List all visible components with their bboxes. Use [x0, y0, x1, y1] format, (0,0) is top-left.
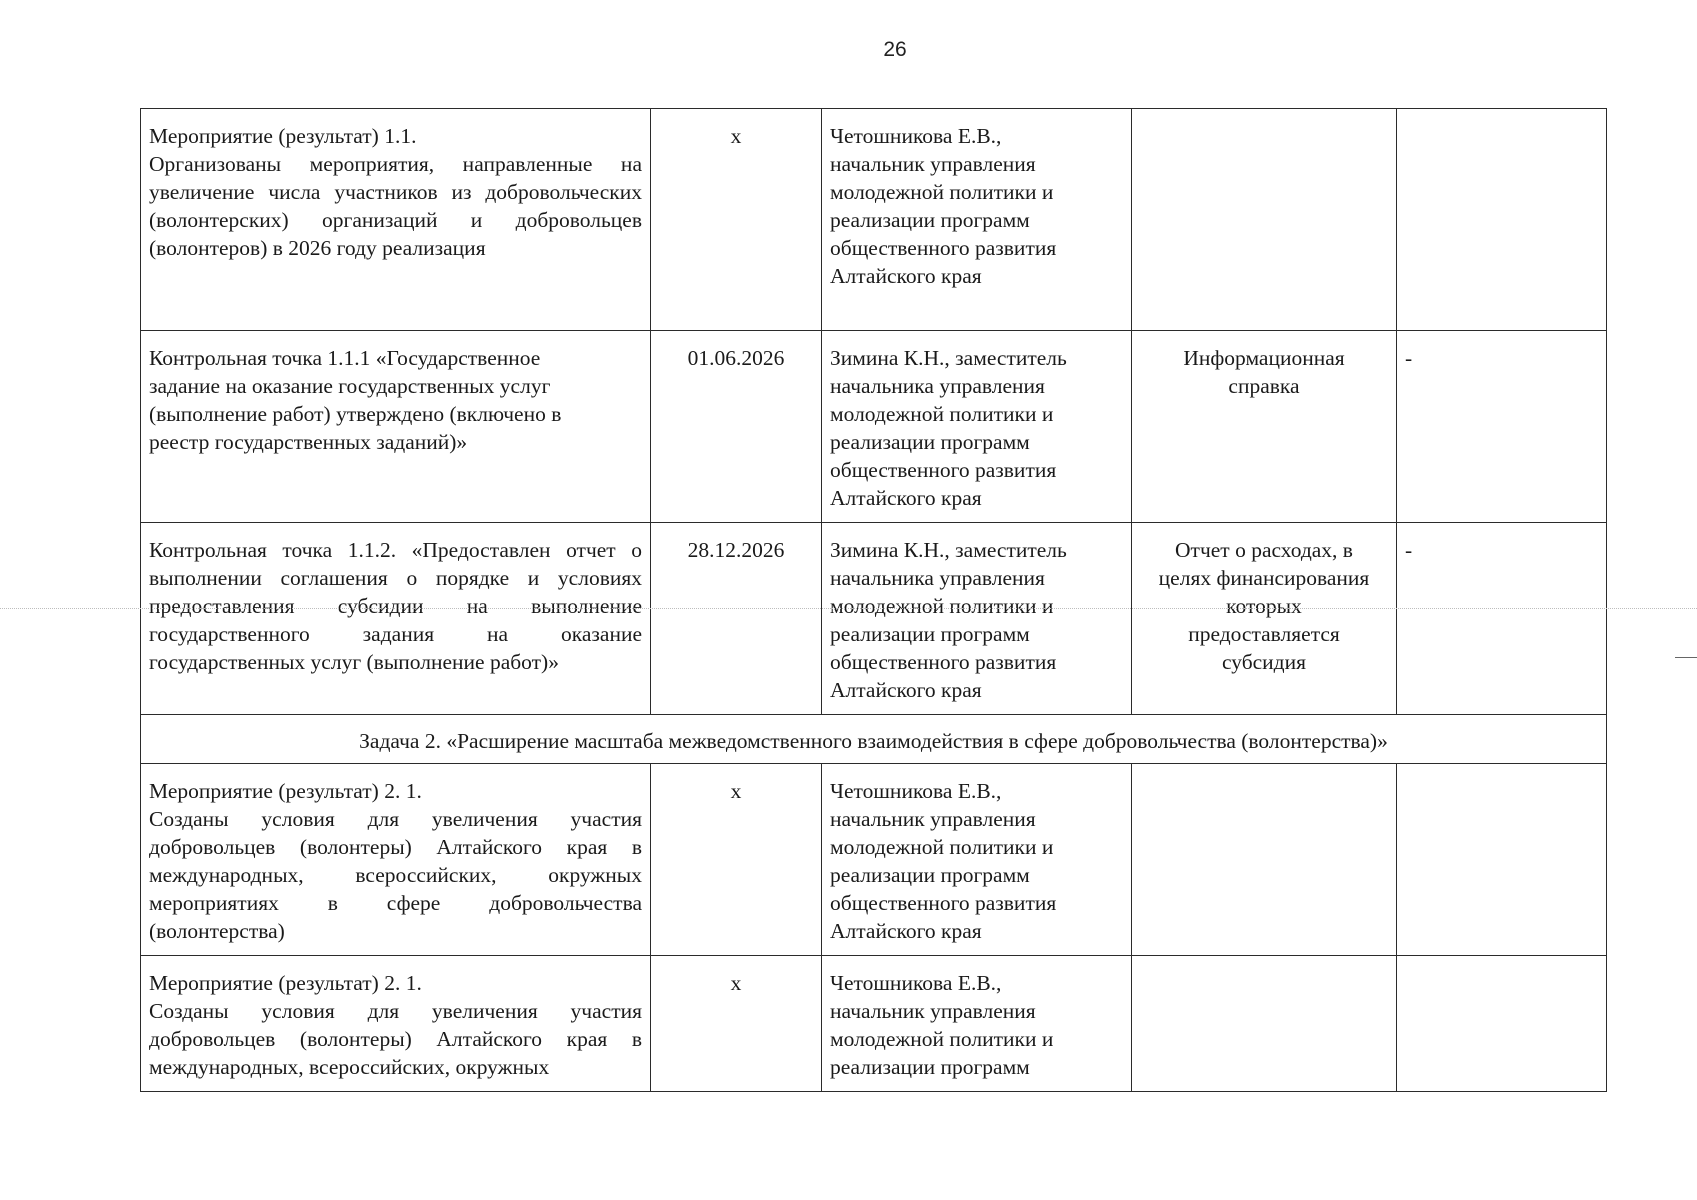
date-cell: x	[651, 764, 822, 956]
task-heading-row	[141, 715, 1607, 764]
table-row	[141, 523, 1607, 715]
task-2-title: Задача 2. «Расширение масштаба межведомственного взаимодействия в сфере добровольчества (волонтерства)»	[141, 715, 1607, 764]
implementation-plan-table	[140, 108, 1607, 1092]
table-row	[141, 109, 1607, 331]
page-number: 26	[883, 38, 907, 61]
note-cell: -	[1397, 331, 1607, 523]
document-cell: Информационная справка	[1132, 331, 1397, 523]
responsible-cell: Четошникова Е.В., начальник управления молодежной политики и реализации программ	[822, 956, 1132, 1092]
table-row	[141, 956, 1607, 1092]
date-cell: x	[651, 956, 822, 1092]
date-cell: 28.12.2026	[651, 523, 822, 715]
document-cell	[1132, 956, 1397, 1092]
document-cell	[1132, 109, 1397, 331]
scan-margin-mark	[1675, 657, 1697, 658]
date-cell: x	[651, 109, 822, 331]
event-cell: Контрольная точка 1.1.1 «Государственное задание на оказание государственных услуг (выполнение работ) утверждено (включено в реестр государственных заданий)»	[141, 331, 651, 523]
responsible-cell: Зимина К.Н., заместитель начальника управления молодежной политики и реализации программ общественного развития Алтайского края	[822, 523, 1132, 715]
note-cell	[1397, 109, 1607, 331]
event-cell: Мероприятие (результат) 1.1. Организованы мероприятия, направленные на увеличение числа участников из добровольческих (волонтерских) организаций и добровольцев (волонтеров) в 2026 году реализация	[141, 109, 651, 331]
document-cell: Отчет о расходах, в целях финансирования которых предоставляется субсидия	[1132, 523, 1397, 715]
event-cell: Мероприятие (результат) 2. 1. Созданы условия для увеличения участия добровольцев (волонтеры) Алтайского края в международных, всероссийских, окружных мероприятиях в сфере добровольчества (волонтерства)	[141, 764, 651, 956]
responsible-cell: Зимина К.Н., заместитель начальника управления молодежной политики и реализации программ общественного развития Алтайского края	[822, 331, 1132, 523]
table-row	[141, 331, 1607, 523]
event-cell: Контрольная точка 1.1.2. «Предоставлен отчет о выполнении соглашения о порядке и условиях предоставления субсидии на выполнение государственного задания на оказание государственных услуг (выполнение работ)»	[141, 523, 651, 715]
responsible-cell: Четошникова Е.В., начальник управления молодежной политики и реализации программ общественного развития Алтайского края	[822, 109, 1132, 331]
table-row	[141, 764, 1607, 956]
document-cell	[1132, 764, 1397, 956]
note-cell	[1397, 764, 1607, 956]
responsible-cell: Четошникова Е.В., начальник управления молодежной политики и реализации программ общественного развития Алтайского края	[822, 764, 1132, 956]
date-cell: 01.06.2026	[651, 331, 822, 523]
note-cell	[1397, 956, 1607, 1092]
scan-fold-line	[0, 608, 1697, 609]
note-cell: -	[1397, 523, 1607, 715]
event-cell: Мероприятие (результат) 2. 1. Созданы условия для увеличения участия добровольцев (волонтеры) Алтайского края в международных, всероссийских, окружных	[141, 956, 651, 1092]
